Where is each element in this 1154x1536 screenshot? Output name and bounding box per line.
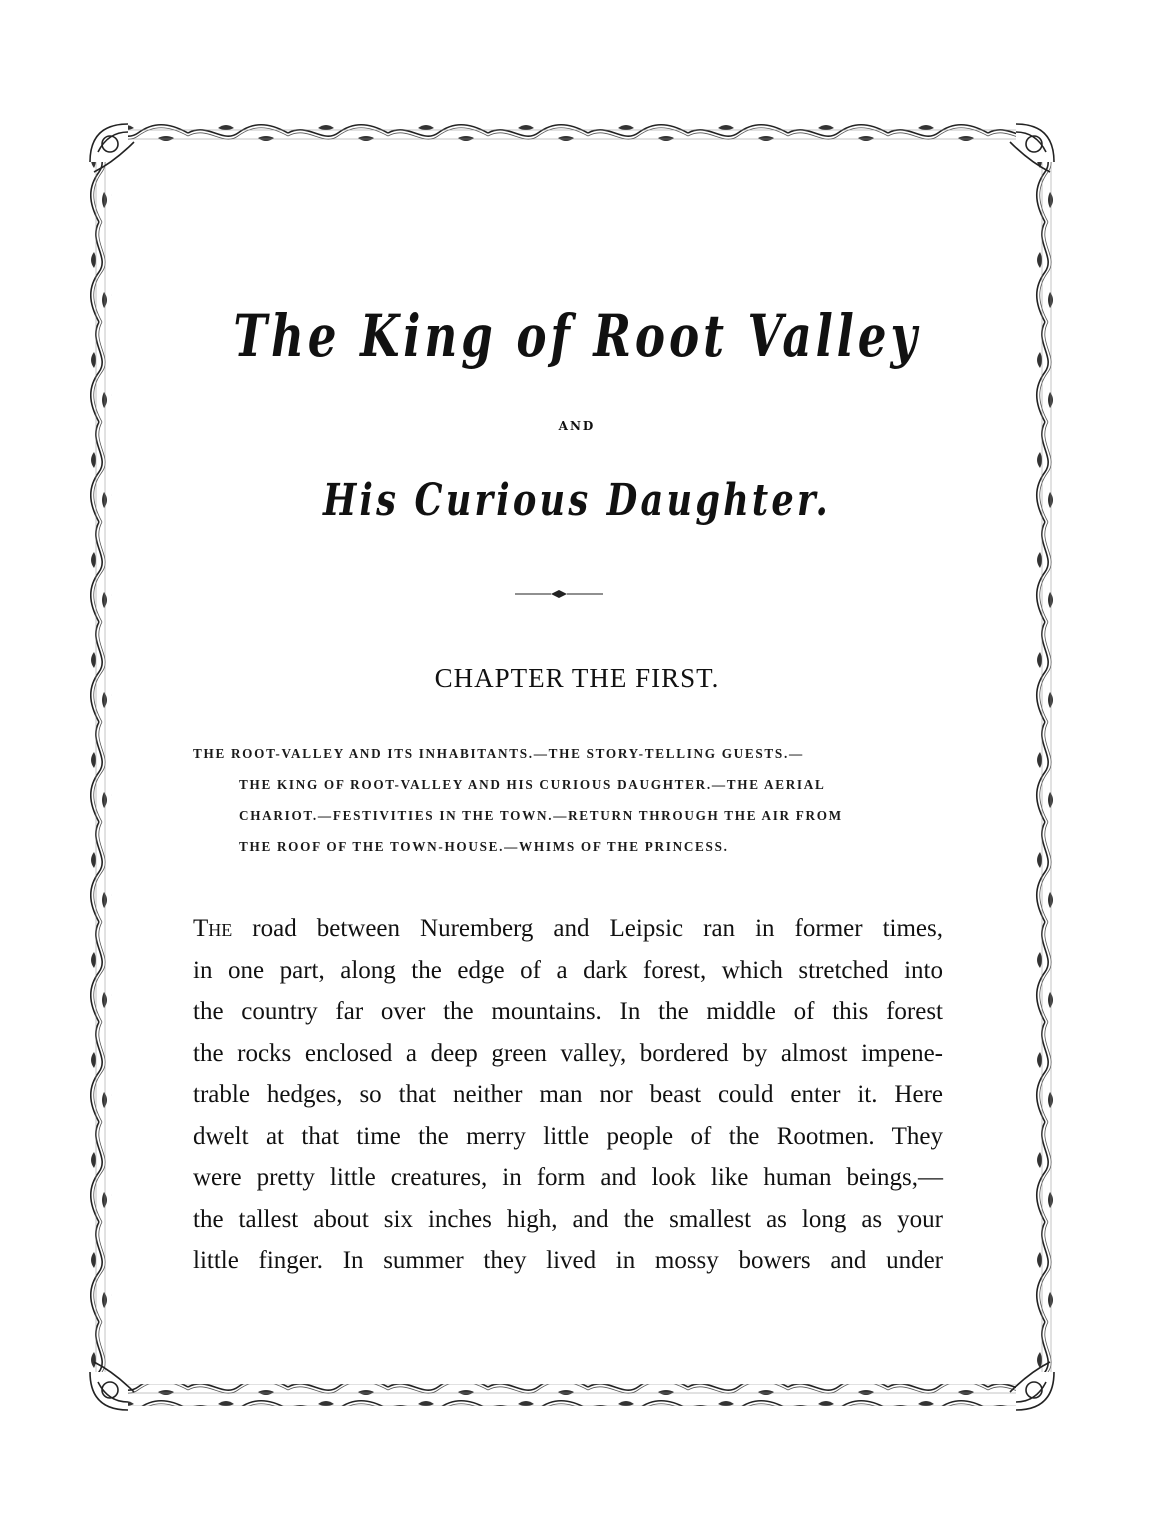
text-line: the country far over the mountains. In the middle of this forest xyxy=(193,998,943,1025)
synopsis-line: THE ROOF OF THE TOWN-HOUSE.—WHIMS OF THE PRINCESS. xyxy=(239,839,729,854)
divider-ornament-icon xyxy=(515,588,603,600)
text-line: the tallest about six inches high, and the smallest as long as your xyxy=(193,1205,943,1233)
text-line: the rocks enclosed a deep green valley, bordered by almost impene- xyxy=(193,1039,943,1067)
text-line: dwelt at that time the merry little people of the Rootmen. They xyxy=(193,1122,943,1150)
text-line: little finger. In summer they lived in mossy bowers and under xyxy=(193,1247,943,1274)
synopsis-line: THE ROOT-VALLEY AND ITS INHABITANTS.—THE STORY-TELLING GUESTS.— xyxy=(193,746,804,761)
text-line: in one part, along the edge of a dark forest, which stretched into xyxy=(193,956,943,984)
chapter-synopsis xyxy=(193,738,943,862)
book-title: The King of Root Valley xyxy=(233,302,921,370)
text-line: trable hedges, so that neither man nor beast could enter it. Here xyxy=(193,1081,943,1108)
drop-word: The xyxy=(193,915,233,942)
body-paragraph xyxy=(193,908,943,1282)
chapter-heading: CHAPTER THE FIRST. xyxy=(434,663,720,693)
synopsis-line: CHARIOT.—FESTIVITIES IN THE TOWN.—RETURN THROUGH THE AIR FROM xyxy=(239,808,843,823)
text-line xyxy=(193,908,943,950)
title-connector: AND xyxy=(558,419,596,433)
text-line: were pretty little creatures, in form and look like human beings,— xyxy=(193,1164,943,1191)
synopsis-line: THE KING OF ROOT-VALLEY AND HIS CURIOUS DAUGHTER.—THE AERIAL xyxy=(239,777,826,792)
book-subtitle: His Curious Daughter. xyxy=(323,475,831,526)
first-line-text: road between Nuremberg and Leipsic ran in former times, xyxy=(232,915,943,942)
